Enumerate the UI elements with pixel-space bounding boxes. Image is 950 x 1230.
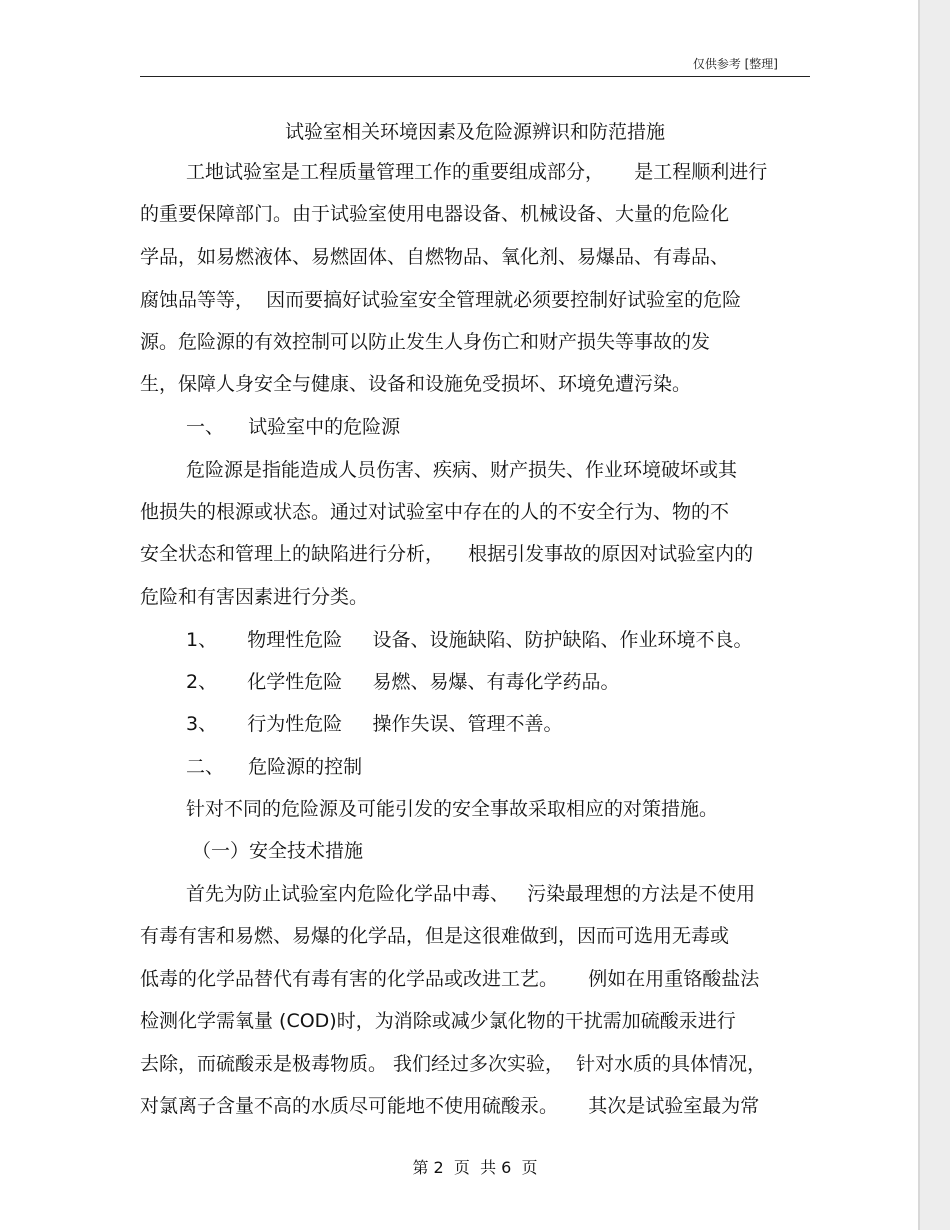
paragraph-line: 腐蚀品等等， 因而要搞好试验室安全管理就必须要控制好试验室的危险 [140, 289, 742, 311]
paragraph-line: 首先为防止试验室内危险化学品中毒、 污染最理想的方法是不使用 [186, 883, 756, 905]
page-number-footer: 第 2 页 共 6 页 [412, 1158, 538, 1177]
section-heading: 一、 试验室中的危险源 [186, 416, 401, 438]
list-item: 1、 物理性危险 设备、设施缺陷、防护缺陷、作业环境不良。 [186, 629, 753, 651]
page-edge-shadow [918, 0, 920, 1230]
document-title: 试验室相关环境因素及危险源辨识和防范措施 [284, 121, 665, 143]
header-note: 仅供参考 [整理] [692, 57, 778, 71]
paragraph-line: 安全状态和管理上的缺陷进行分析， 根据引发事故的原因对试验室内的 [140, 543, 754, 565]
paragraph-line: 危险源是指能造成人员伤害、疾病、财产损失、作业环境破坏或其 [186, 459, 738, 481]
paragraph-line: 针对不同的危险源及可能引发的安全事故采取相应的对策措施。 [186, 798, 719, 820]
subsection-heading: （一）安全技术措施 [192, 840, 364, 862]
list-item: 3、 行为性危险 操作失误、管理不善。 [186, 713, 563, 735]
header-rule [140, 76, 810, 77]
paragraph-line: 危险和有害因素进行分类。 [140, 586, 369, 608]
paragraph-line: 有毒有害和易燃、易爆的化学品，但是这很难做到，因而可选用无毒或 [140, 925, 730, 947]
paragraph-line: 低毒的化学品替代有毒有害的化学品或改进工艺。 例如在用重铬酸盐法 [140, 968, 760, 990]
paragraph-line: 学品，如易燃液体、易燃固体、自燃物品、氧化剂、易爆品、有毒品、 [140, 246, 730, 268]
list-item: 2、 化学性危险 易燃、易爆、有毒化学药品。 [186, 671, 620, 693]
paragraph-line: 源。危险源的有效控制可以防止发生人身伤亡和财产损失等事故的发 [140, 331, 711, 353]
paragraph-line: 去除，而硫酸汞是极毒物质。 我们经过多次实验， 针对水质的具体情况， [140, 1053, 767, 1075]
paragraph-line: 对氯离子含量不高的水质尽可能地不使用硫酸汞。 其次是试验室最为常 [140, 1095, 760, 1117]
paragraph-line: 他损失的根源或状态。通过对试验室中存在的人的不安全行为、物的不 [140, 501, 730, 523]
paragraph-line: 生，保障人身安全与健康、设备和设施免受损坏、环境免遭污染。 [140, 373, 692, 395]
paragraph-line: 工地试验室是工程质量管理工作的重要组成部分， 是工程顺利进行 [186, 161, 768, 183]
section-heading: 二、 危险源的控制 [186, 756, 363, 778]
paragraph-line: 检测化学需氧量 (COD)时，为消除或减少氯化物的干扰需加硫酸汞进行 [140, 1010, 736, 1032]
paragraph-line: 的重要保障部门。由于试验室使用电器设备、机械设备、大量的危险化 [140, 203, 730, 225]
